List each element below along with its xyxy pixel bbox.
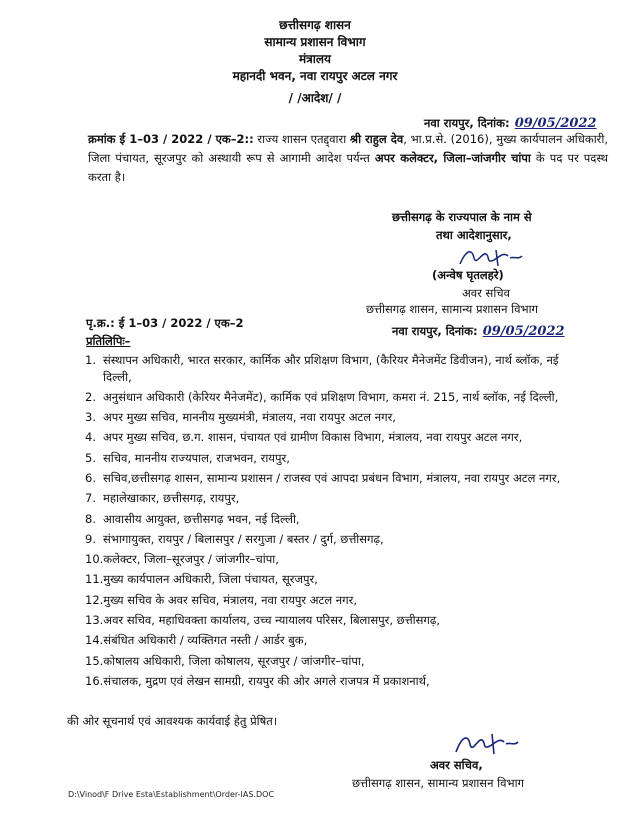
- dateline-label: नवा रायपुर, दिनांक:: [424, 116, 510, 130]
- signatory-1-place: नवा रायपुर, दिनांक:: [392, 324, 478, 338]
- order-body-3: के पद पर पदस्थ करता है।: [88, 151, 608, 184]
- copy-item-number: 7.: [85, 491, 96, 506]
- copy-item-text: अनुसंधान अधिकारी (केरियर मैनेजमेंट), कार्मिक एवं प्रशिक्षण विभाग, कमरा नं. 215, नार्थ ब्लॉक, नई दिल्ली,: [103, 389, 559, 404]
- copy-list-item: [85, 632, 585, 649]
- copy-list-item: [85, 389, 585, 406]
- copy-list-item: [85, 592, 585, 609]
- copy-item-text: कोषालय अधिकारी, जिला कोषालय, सूरजपुर / जांजगीर–चांपा,: [103, 653, 365, 668]
- copy-item-text: संचालक, मुद्रण एवं लेखन सामग्री, रायपुर की ओर अगले राजपत्र में प्रकाशनार्थ,: [103, 673, 430, 688]
- copy-list-item: [85, 673, 585, 690]
- copy-list-item: [85, 352, 585, 385]
- copy-item-text: अपर मुख्य सचिव, छ.ग. शासन, पंचायत एवं ग्रामीण विकास विभाग, मंत्रालय, नवा रायपुर अटल नगर,: [103, 430, 523, 445]
- copy-list-item: [85, 470, 585, 487]
- header-ministry: मंत्रालय: [298, 52, 331, 66]
- copy-item-text: संभागायुक्त, रायपुर / बिलासपुर / सरगुजा / बस्तर / दुर्ग, छत्तीसगढ़,: [103, 531, 384, 546]
- signatory-1-department: छत्तीसगढ़ शासन, सामान्य प्रशासन विभाग: [366, 302, 539, 316]
- signatory-2-designation: अवर सचिव,: [430, 758, 483, 772]
- copy-list-item: [85, 653, 585, 670]
- copy-list-item: [85, 450, 585, 467]
- copy-item-text: महालेखाकार, छत्तीसगढ़, रायपुर,: [103, 491, 240, 506]
- copy-to-heading: प्रतिलिपिः–: [86, 334, 131, 348]
- signatory-1-designation: अवर सचिव: [462, 286, 510, 300]
- dateline-date: 09/05/2022: [514, 116, 597, 131]
- copy-item-text: सचिव,छत्तीसगढ़ शासन, सामान्य प्रशासन / राजस्व एवं आपदा प्रबंधन विभाग, मंत्रालय, नवा रायपुर अटल नगर,: [103, 470, 561, 485]
- signatory-1-date: 09/05/2022: [482, 324, 565, 339]
- copy-item-number: 6.: [85, 470, 96, 485]
- officer-name: श्री राहुल देव: [349, 132, 404, 146]
- copy-item-number: 12.: [85, 592, 104, 607]
- copy-item-number: 9.: [85, 531, 96, 546]
- copy-list-item: [85, 612, 585, 629]
- copy-item-number: 16.: [85, 673, 104, 688]
- copy-item-number: 5.: [85, 450, 96, 465]
- authority-line-1: छत्तीसगढ़ के राज्यपाल के नाम से: [392, 210, 532, 224]
- copy-item-text: अवर सचिव, महाधिवक्ता कार्यालय, उच्च न्यायालय परिसर, बिलासपुर, छत्तीसगढ़,: [103, 613, 441, 628]
- footer-file-path: D:\Vinod\F Drive Esta\Establishment\Order-IAS.DOC: [68, 790, 275, 799]
- copy-item-text: आवासीय आयुक्त, छत्तीसगढ़ भवन, नई दिल्ली,: [103, 511, 300, 526]
- order-body-2: , भा.प्र.से. (2016), मुख्य कार्यपालन अधिकारी, जिला पंचायत, सूरजपुर को अस्थायी रूप से आगामी आदेश पर्यन्त: [88, 132, 609, 165]
- order-number: क्रमांक ई 1–03 / 2022 / एक–2::: [88, 132, 254, 146]
- dateline: [424, 112, 597, 131]
- copy-item-text: मुख्य कार्यपालन अधिकारी, जिला पंचायत, सूरजपुर,: [103, 572, 318, 587]
- copy-item-number: 15.: [85, 653, 104, 668]
- copy-item-number: 11.: [85, 572, 104, 587]
- order-title: / /आदेश/ /: [288, 91, 342, 105]
- copy-item-text: अपर मुख्य सचिव, माननीय मुख्यमंत्री, मंत्रालय, नवा रायपुर अटल नगर,: [103, 410, 396, 425]
- authority-line-2: तथा आदेशानुसार,: [436, 228, 512, 242]
- copy-item-text: सचिव, माननीय राज्यपाल, राजभवन, रायपुर,: [103, 450, 290, 465]
- signatory-1-dateline: [392, 320, 565, 339]
- copy-list-item: [85, 531, 585, 548]
- copy-item-number: 1.: [85, 353, 96, 367]
- copy-item-number: 8.: [85, 511, 96, 526]
- copy-item-text: कलेक्टर, जिला–सूरजपुर / जांजगीर–चांपा,: [103, 552, 279, 567]
- copy-item-text: संबंधित अधिकारी / व्यक्तिगत नस्ती / आर्डर बुक,: [103, 633, 308, 648]
- copy-item-number: 13.: [85, 613, 104, 628]
- endorsement-number: पृ.क्र.: ई 1–03 / 2022 / एक–2: [86, 316, 244, 330]
- header-department: सामान्य प्रशासन विभाग: [264, 35, 366, 49]
- signature-2-image: [450, 728, 520, 758]
- copy-list-item: [85, 490, 585, 507]
- header-address: महानदी भवन, नवा रायपुर अटल नगर: [232, 69, 398, 83]
- copy-item-text: मुख्य सचिव के अवर सचिव, मंत्रालय, नवा रायपुर अटल नगर,: [103, 592, 358, 607]
- copy-item-number: 2.: [85, 389, 96, 404]
- copy-list-item: [85, 551, 585, 568]
- order-paragraph: [88, 130, 608, 187]
- signature-1-image: [456, 244, 526, 270]
- posted-designation: अपर कलेक्टर, जिला–जांजगीर चांपा: [374, 151, 531, 165]
- header-government: छत्तीसगढ़ शासन: [279, 18, 351, 32]
- copy-list: [85, 352, 585, 693]
- signatory-2-department: छत्तीसगढ़ शासन, सामान्य प्रशासन विभाग: [352, 776, 525, 790]
- copy-list-item: [85, 511, 585, 528]
- copy-item-number: 10.: [85, 552, 104, 567]
- copy-list-item: [85, 571, 585, 588]
- copy-item-text: संस्थापन अधिकारी, भारत सरकार, कार्मिक और प्रशिक्षण विभाग, (कैरियर मैनेजमेंट डिवीजन), नार्थ ब्लॉक, नई दिल्ली,: [103, 353, 559, 384]
- copies-closing: की ओर सूचनार्थ एवं आवश्यक कार्यवाई हेतु प्रेषित।: [67, 714, 278, 728]
- copy-item-number: 4.: [85, 430, 96, 445]
- copy-list-item: [85, 409, 585, 426]
- copy-item-number: 3.: [85, 410, 96, 425]
- copy-list-item: [85, 429, 585, 446]
- order-body-1: राज्य शासन एतद्द्वारा: [253, 132, 350, 146]
- signatory-1-name: (अन्वेष घृतलहरे): [432, 268, 504, 282]
- copy-item-number: 14.: [85, 633, 104, 648]
